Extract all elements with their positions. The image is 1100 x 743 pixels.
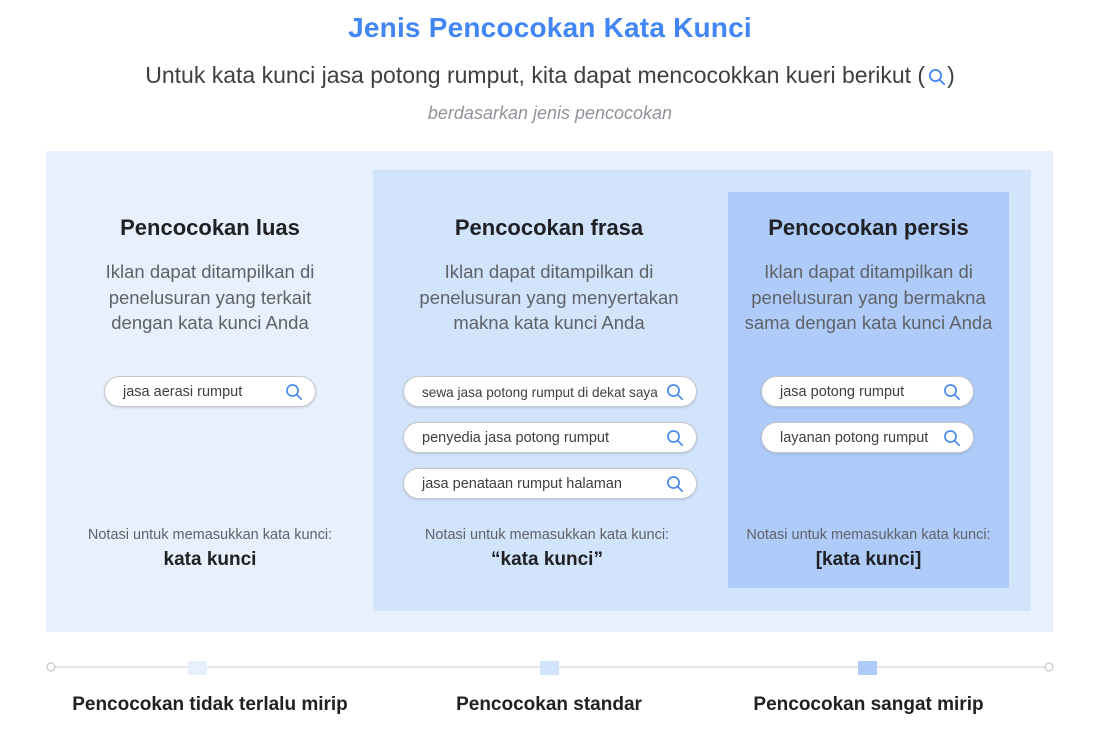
description-line: makna kata kunci Anda (453, 312, 645, 333)
search-icon (943, 383, 961, 405)
search-icon (928, 65, 946, 92)
query-pill (761, 376, 974, 407)
query-text: jasa potong rumput (780, 384, 905, 400)
query-text: sewa jasa potong rumput di dekat saya (422, 384, 658, 400)
match-scale-axis (46, 661, 1056, 675)
notation-label: Notasi untuk memasukkan kata kunci: (424, 527, 670, 543)
phrase-match-heading: Pencocokan frasa (454, 215, 644, 240)
page-title: Jenis Pencocokan Kata Kunci (348, 12, 752, 43)
description-line: dengan kata kunci Anda (111, 312, 309, 333)
description-line: Iklan dapat ditampilkan di (764, 261, 973, 282)
subtitle-note: berdasarkan jenis pencocokan (427, 103, 673, 123)
phrase-match-description (400, 259, 698, 336)
scale-label-close: Pencocokan sangat mirip (753, 694, 984, 715)
broad-match-notation (75, 527, 345, 571)
subtitle-text: Untuk kata kunci jasa potong rumput, kita dapat mencocokkan kueri berikut ( (145, 62, 926, 88)
scale-end-dot (1045, 663, 1053, 671)
broad-match-description (75, 259, 345, 336)
description-line: penelusuran yang bermakna (751, 286, 986, 308)
notation-value: “kata kunci” (491, 549, 603, 570)
query-pill (403, 422, 697, 453)
query-text: layanan potong rumput (780, 430, 929, 446)
description-line: penelusuran yang terkait (108, 286, 312, 308)
phrase-match-column (400, 215, 698, 336)
description-line: sama dengan kata kunci Anda (744, 312, 993, 333)
notation-label: Notasi untuk memasukkan kata kunci: (746, 527, 991, 543)
exact-match-notation (728, 527, 1009, 571)
query-text: jasa aerasi rumput (123, 384, 243, 400)
broad-match-column (75, 215, 345, 336)
phrase-match-notation (400, 527, 694, 571)
query-pill (403, 468, 697, 499)
scale-start-dot (47, 663, 55, 671)
notation-value: [kata kunci] (815, 549, 922, 570)
scale-label-loose: Pencocokan tidak terlalu mirip (72, 694, 348, 715)
notation-value: kata kunci (163, 549, 257, 570)
search-icon (666, 383, 684, 405)
query-pill (104, 376, 316, 407)
description-line: penelusuran yang menyertakan (419, 286, 679, 308)
broad-match-heading: Pencocokan luas (120, 215, 300, 240)
subtitle-close: ) (947, 62, 955, 88)
subtitle (0, 62, 1100, 92)
exact-match-heading: Pencocokan persis (768, 215, 969, 240)
query-pill (761, 422, 974, 453)
description-line: Iklan dapat ditampilkan di (105, 261, 315, 282)
query-text: jasa penataan rumput halaman (422, 476, 622, 492)
search-icon (666, 475, 684, 497)
scale-marker-exact (858, 661, 877, 675)
scale-label-standard: Pencocokan standar (456, 694, 642, 715)
search-icon (285, 383, 303, 405)
scale-marker-phrase (540, 661, 559, 675)
query-text: penyedia jasa potong rumput (422, 430, 610, 446)
query-pill (403, 376, 697, 407)
scale-marker-broad (188, 661, 207, 675)
search-icon (943, 429, 961, 451)
exact-match-column (728, 215, 1009, 336)
description-line: Iklan dapat ditampilkan di (444, 261, 654, 282)
exact-match-description (728, 259, 1009, 336)
notation-label: Notasi untuk memasukkan kata kunci: (87, 527, 333, 543)
search-icon (666, 429, 684, 451)
